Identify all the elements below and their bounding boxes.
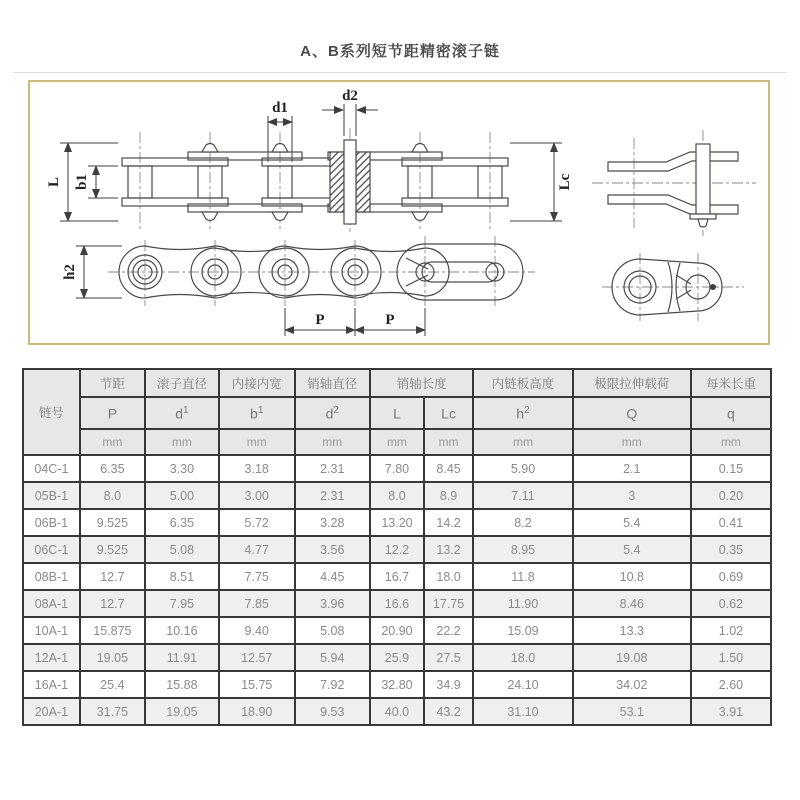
- value-cell: 10.16: [145, 617, 219, 644]
- value-cell: 27.5: [424, 644, 473, 671]
- value-cell: 8.0: [370, 482, 424, 509]
- value-cell: 8.45: [424, 455, 473, 482]
- header-symbol-d1: $d^1$: [145, 397, 219, 429]
- value-cell: 19.05: [145, 698, 219, 725]
- header-unit: mm: [295, 429, 371, 455]
- value-cell: 2.31: [295, 482, 371, 509]
- value-cell: 18.0: [473, 644, 572, 671]
- table-row: [23, 590, 771, 617]
- table-row: [23, 455, 771, 482]
- chain-no-cell: 06B-1: [23, 509, 80, 536]
- header-row-titles: [23, 369, 771, 397]
- value-cell: 8.0: [80, 482, 145, 509]
- value-cell: 16.7: [370, 563, 424, 590]
- header-symbol-Q: Q: [573, 397, 691, 429]
- value-cell: 12.7: [80, 590, 145, 617]
- header-symbol-q: q: [691, 397, 771, 429]
- value-cell: 10.8: [573, 563, 691, 590]
- page-title: A、B系列短节距精密滚子链: [300, 43, 500, 60]
- table-row: [23, 617, 771, 644]
- technical-drawing: [30, 82, 768, 343]
- value-cell: 7.85: [219, 590, 295, 617]
- dim-label-P: P: [315, 312, 325, 328]
- header-title-pin-dia: 销轴直径: [295, 369, 371, 397]
- value-cell: 1.02: [691, 617, 771, 644]
- header-title-pin-length: 销轴长度: [370, 369, 473, 397]
- cotter-pin-dot: [710, 284, 716, 290]
- header-symbol-h2: $h^2$: [473, 397, 572, 429]
- value-cell: 5.72: [219, 509, 295, 536]
- table-row: [23, 563, 771, 590]
- header-title-weight: 每米长重: [691, 369, 771, 397]
- value-cell: 5.00: [145, 482, 219, 509]
- value-cell: 0.69: [691, 563, 771, 590]
- value-cell: 34.02: [573, 671, 691, 698]
- header-row-symbols: [23, 397, 771, 429]
- header-symbol-L: L: [370, 397, 424, 429]
- value-cell: 8.46: [573, 590, 691, 617]
- value-cell: 0.41: [691, 509, 771, 536]
- value-cell: 7.92: [295, 671, 371, 698]
- value-cell: 16.6: [370, 590, 424, 617]
- value-cell: 8.51: [145, 563, 219, 590]
- value-cell: 32.80: [370, 671, 424, 698]
- header-unit: mm: [424, 429, 473, 455]
- header-unit: mm: [691, 429, 771, 455]
- header-title-roller-dia: 滚子直径: [145, 369, 219, 397]
- value-cell: 4.77: [219, 536, 295, 563]
- header-symbol-b1: $b^1$: [219, 397, 295, 429]
- value-cell: 22.2: [424, 617, 473, 644]
- dim-label-b1: b1: [74, 174, 90, 190]
- table-row: [23, 509, 771, 536]
- table-row: [23, 536, 771, 563]
- value-cell: 8.9: [424, 482, 473, 509]
- chain-no-cell: 06C-1: [23, 536, 80, 563]
- dim-label-L: L: [46, 176, 62, 188]
- value-cell: 1.50: [691, 644, 771, 671]
- value-cell: 7.80: [370, 455, 424, 482]
- header-title-tensile-load: 极限拉伸载荷: [573, 369, 691, 397]
- value-cell: 3.28: [295, 509, 371, 536]
- value-cell: 9.525: [80, 509, 145, 536]
- table-body: [23, 455, 771, 725]
- table-row: [23, 482, 771, 509]
- value-cell: 53.1: [573, 698, 691, 725]
- value-cell: 3.30: [145, 455, 219, 482]
- dim-label-Lc: Lc: [557, 173, 573, 191]
- header-unit: mm: [370, 429, 424, 455]
- header-chain-no: 链号: [23, 369, 80, 455]
- chain-no-cell: 16A-1: [23, 671, 80, 698]
- value-cell: 31.10: [473, 698, 572, 725]
- value-cell: 8.2: [473, 509, 572, 536]
- value-cell: 9.53: [295, 698, 371, 725]
- value-cell: 2.60: [691, 671, 771, 698]
- value-cell: 9.525: [80, 536, 145, 563]
- title-divider: [13, 72, 787, 73]
- value-cell: 11.91: [145, 644, 219, 671]
- value-cell: 13.2: [424, 536, 473, 563]
- value-cell: 15.09: [473, 617, 572, 644]
- value-cell: 6.35: [80, 455, 145, 482]
- table-row: [23, 671, 771, 698]
- header-symbol-Lc: Lc: [424, 397, 473, 429]
- value-cell: 5.08: [295, 617, 371, 644]
- value-cell: 7.95: [145, 590, 219, 617]
- value-cell: 18.90: [219, 698, 295, 725]
- value-cell: 15.88: [145, 671, 219, 698]
- value-cell: 5.08: [145, 536, 219, 563]
- value-cell: 15.75: [219, 671, 295, 698]
- dim-label-d1: d1: [272, 100, 288, 116]
- header-title-inner-width: 内接内宽: [219, 369, 295, 397]
- value-cell: 19.05: [80, 644, 145, 671]
- value-cell: 0.35: [691, 536, 771, 563]
- plan-view: [62, 236, 535, 336]
- value-cell: 0.62: [691, 590, 771, 617]
- chain-no-cell: 05B-1: [23, 482, 80, 509]
- header-symbol-P: P: [80, 397, 145, 429]
- spec-table: [22, 368, 772, 726]
- value-cell: 12.57: [219, 644, 295, 671]
- value-cell: 3.91: [691, 698, 771, 725]
- value-cell: 9.40: [219, 617, 295, 644]
- value-cell: 7.11: [473, 482, 572, 509]
- value-cell: 3.00: [219, 482, 295, 509]
- value-cell: 13.3: [573, 617, 691, 644]
- header-title-pitch: 节距: [80, 369, 145, 397]
- value-cell: 11.90: [473, 590, 572, 617]
- value-cell: 19.08: [573, 644, 691, 671]
- header-unit: mm: [145, 429, 219, 455]
- value-cell: 3.56: [295, 536, 371, 563]
- header-title-plate-height: 内链板高度: [473, 369, 572, 397]
- value-cell: 11.8: [473, 563, 572, 590]
- value-cell: 8.95: [473, 536, 572, 563]
- value-cell: 15.875: [80, 617, 145, 644]
- dim-label-h2: h2: [62, 264, 78, 280]
- value-cell: 5.90: [473, 455, 572, 482]
- value-cell: 2.31: [295, 455, 371, 482]
- value-cell: 0.20: [691, 482, 771, 509]
- offset-link-plan-view: [602, 253, 744, 321]
- value-cell: 31.75: [80, 698, 145, 725]
- offset-link-side-view: [592, 130, 756, 236]
- value-cell: 17.75: [424, 590, 473, 617]
- chain-no-cell: 10A-1: [23, 617, 80, 644]
- value-cell: 13.20: [370, 509, 424, 536]
- dim-label-P: P: [385, 312, 395, 328]
- value-cell: 18.0: [424, 563, 473, 590]
- elevation-view: [46, 88, 573, 232]
- value-cell: 0.15: [691, 455, 771, 482]
- chain-no-cell: 12A-1: [23, 644, 80, 671]
- value-cell: 24.10: [473, 671, 572, 698]
- value-cell: 3.18: [219, 455, 295, 482]
- chain-no-cell: 20A-1: [23, 698, 80, 725]
- header-unit: mm: [80, 429, 145, 455]
- dim-label-d2: d2: [342, 88, 358, 104]
- value-cell: 5.4: [573, 536, 691, 563]
- chain-no-cell: 04C-1: [23, 455, 80, 482]
- chain-diagram: [28, 80, 770, 345]
- header-row-units: [23, 429, 771, 455]
- value-cell: 25.4: [80, 671, 145, 698]
- value-cell: 34.9: [424, 671, 473, 698]
- value-cell: 25.9: [370, 644, 424, 671]
- value-cell: 7.75: [219, 563, 295, 590]
- chain-no-cell: 08A-1: [23, 590, 80, 617]
- value-cell: 43.2: [424, 698, 473, 725]
- header-unit: mm: [473, 429, 572, 455]
- value-cell: 3.96: [295, 590, 371, 617]
- value-cell: 12.7: [80, 563, 145, 590]
- value-cell: 5.4: [573, 509, 691, 536]
- header-unit: mm: [219, 429, 295, 455]
- value-cell: 5.94: [295, 644, 371, 671]
- value-cell: 6.35: [145, 509, 219, 536]
- value-cell: 20.90: [370, 617, 424, 644]
- chain-no-cell: 08B-1: [23, 563, 80, 590]
- value-cell: 2.1: [573, 455, 691, 482]
- value-cell: 3: [573, 482, 691, 509]
- value-cell: 4.45: [295, 563, 371, 590]
- table-row: [23, 644, 771, 671]
- header-symbol-d2: $d^2$: [295, 397, 371, 429]
- value-cell: 40.0: [370, 698, 424, 725]
- value-cell: 12.2: [370, 536, 424, 563]
- table-row: [23, 698, 771, 725]
- header-unit: mm: [573, 429, 691, 455]
- value-cell: 14.2: [424, 509, 473, 536]
